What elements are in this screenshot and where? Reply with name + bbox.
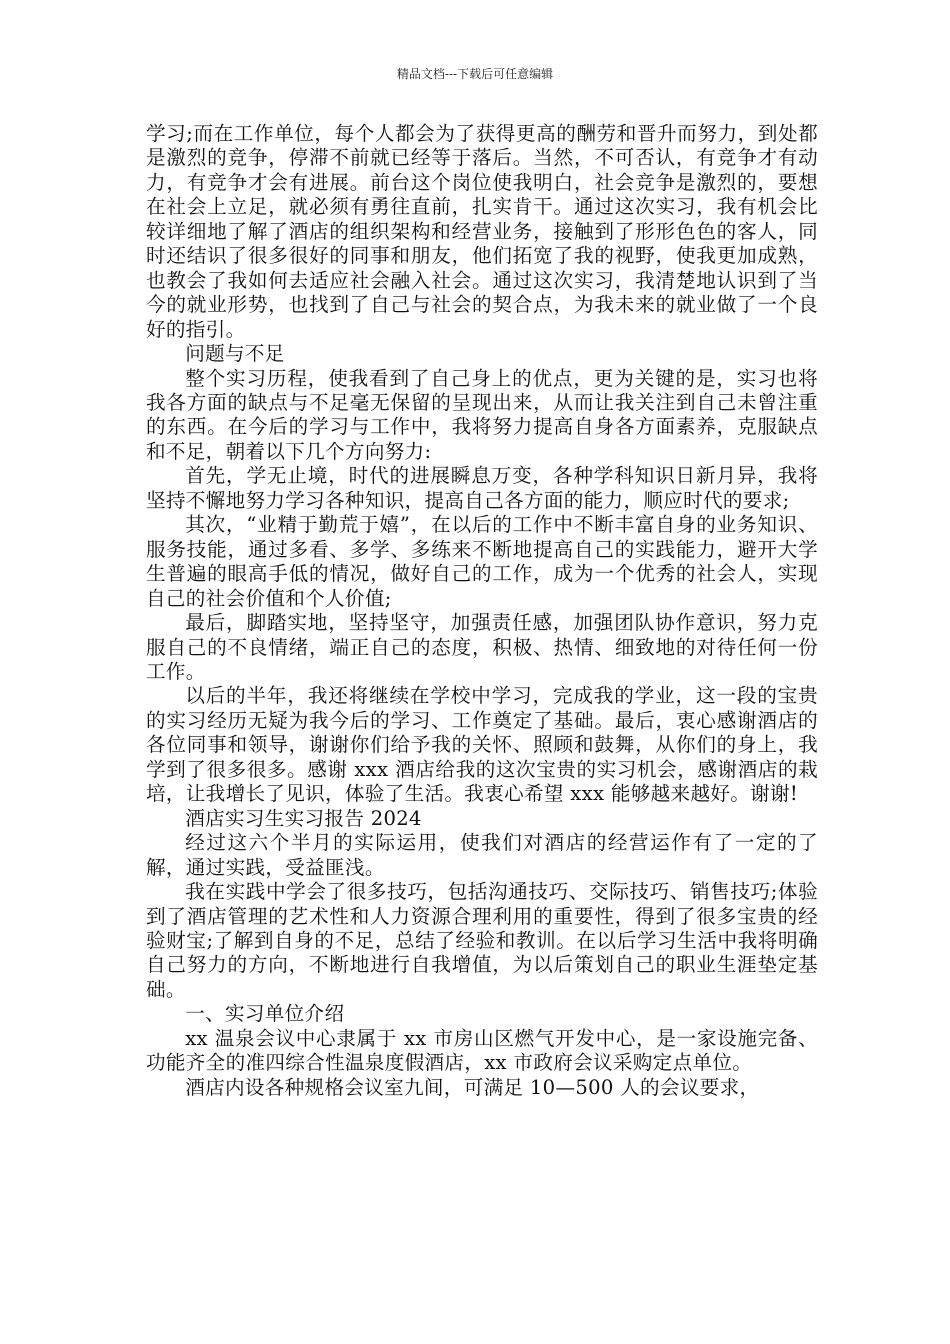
paragraph-meeting-rooms: 酒店内设各种规格会议室九间，可满足 10—500 人的会议要求，	[185, 1075, 760, 1099]
document-body	[146, 122, 818, 1100]
paragraph-internship-gains: 学习;而在工作单位，每个人都会为了获得更高的酬劳和晋升而努力，到处都是激烈的竞争，停滞不前就已经等于落后。当然，不可否认，有竞争才有动力，有竞争才会有进展。前台这个岗位使我明白，社会竞争是激烈的，要想在社会上立足，就必须有勇往直前，扎实肯干。通过这次实习，我有机会比较详细地了解了酒店的组织架构和经营业务，接触到了形形色色的客人，同时还结识了很多很好的同事和朋友，他们拓宽了我的视野，使我更加成熟，也教会了我如何去适应社会融入社会。通过这次实习，我清楚地认识到了当今的就业形势，也找到了自己与社会的契合点，为我未来的就业做了一个良好的指引。	[146, 122, 818, 341]
section-heading-unit-intro: 一、实习单位介绍	[185, 1002, 345, 1026]
paragraph-shortcomings: 整个实习历程，使我看到了自己身上的优点，更为关键的是，实习也将我各方面的缺点与不足毫无保留的呈现出来，从而让我关注到自己未曾注重的东西。在今后的学习与工作中，我将努力提高自身各方面素养，克服缺点和不足，朝着以下几个方向努力:	[146, 366, 818, 463]
paragraph-intro: 经过这六个半月的实际运用，使我们对酒店的经营运作有了一定的了解，通过实践，受益匪浅。	[146, 831, 818, 879]
paragraph-skills: 我在实践中学会了很多技巧，包括沟通技巧、交际技巧、销售技巧;体验到了酒店管理的艺术性和人力资源合理利用的重要性，得到了很多宝贵的经验财宝;了解到自身的不足，总结了经验和教训。在以后学习生活中我将明确自己努力的方向，不断地进行自我增值，为以后策划自己的职业生涯垫定基础。	[146, 880, 818, 1001]
paragraph-second-direction: 其次，“业精于勤荒于嬉”，在以后的工作中不断丰富自身的业务知识、服务技能，通过多看、多学、多练来不断地提高自己的实践能力，避开大学生普遍的眼高手低的情况，做好自己的工作，成为一个优秀的社会人，实现自己的社会价值和个人价值;	[146, 513, 818, 610]
page-header: 精品文档---下载后可任意编辑	[396, 67, 554, 81]
paragraph-unit-description: xx 温泉会议中心隶属于 xx 市房山区燃气开发中心，是一家设施完备、功能齐全的准四综合性温泉度假酒店，xx 市政府会议采购定点单位。	[146, 1026, 818, 1075]
section-heading-problems: 问题与不足	[185, 342, 285, 366]
report-title: 酒店实习生实习报告 2024	[185, 806, 422, 830]
paragraph-third-direction: 最后，脚踏实地，坚持坚守，加强责任感，加强团队协作意识，努力克服自己的不良情绪，端正自己的态度，积极、热情、细致地的对待任何一份工作。	[146, 611, 818, 683]
paragraph-first-direction: 首先，学无止境，时代的进展瞬息万变，各种学科知识日新月异，我将坚持不懈地努力学习各种知识，提高自己各方面的能力，顺应时代的要求;	[146, 464, 818, 512]
paragraph-thanks: 以后的半年，我还将继续在学校中学习，完成我的学业，这一段的宝贵的实习经历无疑为我今后的学习、工作奠定了基础。最后，衷心感谢酒店的各位同事和领导，谢谢你们给予我的关怀、照顾和鼓舞，从你们的身上，我学到了很多很多。感谢 xxx 酒店给我的这次宝贵的实习机会，感谢酒店的栽培，让我增长了见识，体验了生活。我衷心希望 xxx 能够越来越好。谢谢!	[146, 684, 818, 806]
